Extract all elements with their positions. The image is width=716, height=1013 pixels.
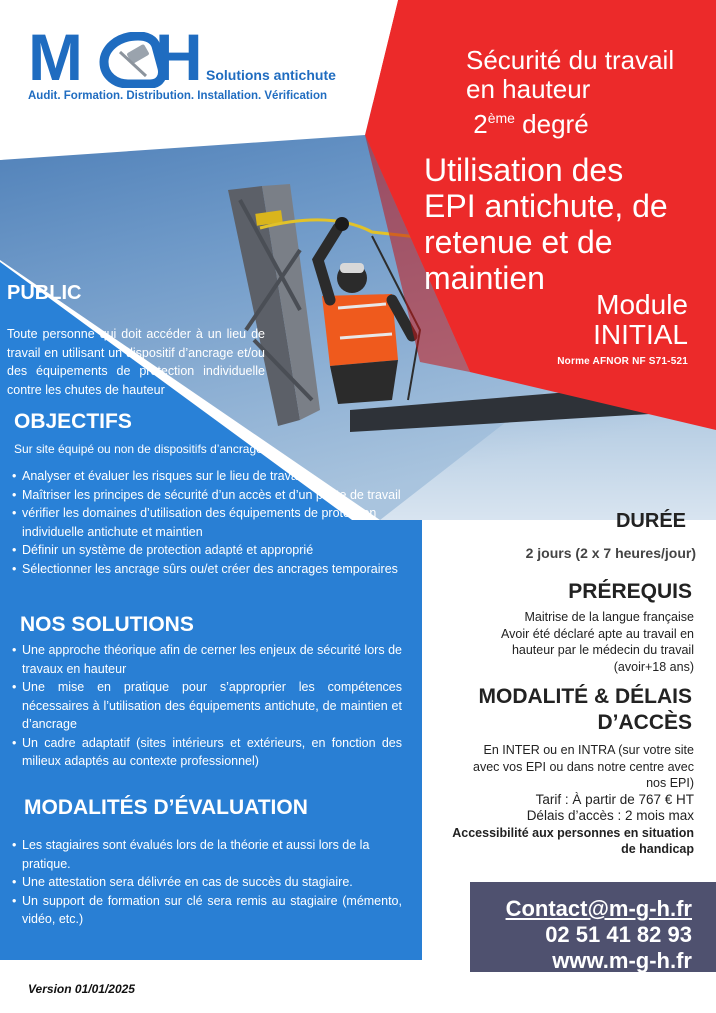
prerequis-heading: PRÉREQUIS [568, 580, 692, 603]
course-level-title: Sécurité du travail en hauteur 2ème degré [466, 45, 675, 139]
list-item: • Définir un système de protection adapté et approprié [12, 541, 416, 560]
version-label: Version 01/01/2025 [28, 982, 135, 996]
module-label: Module INITIAL [593, 289, 688, 350]
carabiner-icon [98, 32, 168, 88]
logo-letter-h: H [154, 20, 201, 94]
list-item: • Un cadre adaptatif (sites intérieurs et extérieurs, en fonction des milieux adaptés au contexte professionnel) [12, 734, 402, 771]
objectifs-heading: OBJECTIFS [14, 410, 132, 433]
duree-heading: DURÉE [615, 510, 686, 532]
accessibility-note: Accessibilité aux personnes en situation de handicap [452, 825, 694, 856]
contact-phone[interactable]: 02 51 41 82 93 [545, 922, 692, 947]
solutions-list [12, 641, 402, 771]
contact-email-link[interactable]: Contact@m-g-h.fr [505, 896, 692, 921]
modalites-heading: MODALITÉ & DÉLAIS D’ACCÈS [478, 685, 692, 734]
delais-acces: Délais d’accès : 2 mois max [526, 808, 694, 823]
objectifs-intro: Sur site équipé ou non de dispositifs d’ancrage : [14, 442, 270, 456]
list-item: • Analyser et évaluer les risques sur le lieu de travail [12, 467, 416, 486]
public-heading: PUBLIC [7, 282, 82, 304]
objectifs-list [12, 467, 416, 578]
list-item: • vérifier les domaines d’utilisation des équipements de protection individuelle antichute et maintien [12, 504, 416, 541]
logo-tagline: Audit. Formation. Distribution. Installation. Vérification [28, 90, 328, 102]
evaluation-list [12, 836, 402, 929]
list-item: • Les stagiaires sont évalués lors de la théorie et aussi lors de la pratique. [12, 836, 402, 873]
list-item: • Un support de formation sur clé sera remis au stagiaire (mémento, vidéo, etc.) [12, 892, 402, 929]
duree-value: 2 jours (2 x 7 heures/jour) [525, 545, 696, 561]
list-item: • Une mise en pratique pour s’approprier les compétences nécessaires à l’utilisation des équipements antichute, de maintien et d’ancrage [12, 678, 402, 734]
course-main-title: Utilisation des EPI antichute, de retenue et de maintien [424, 152, 668, 296]
list-item: • Maîtriser les principes de sécurité d’un accès et d’un poste de travail [12, 486, 416, 505]
public-text: Toute personne qui doit accéder à un lieu de travail en utilisant un dispositif d’ancrage et/ou des équipements de protection individuelle contre les chutes de hauteur [7, 327, 265, 397]
modalites-text: En INTER ou en INTRA (sur votre site avec vos EPI ou dans notre centre avec nos EPI) Tarif : À partir de 767 € HT Délais d’accès : 2 mois max Accessibilité aux personnes en situation de handicap [452, 743, 694, 856]
solutions-heading: NOS SOLUTIONS [20, 613, 194, 636]
list-item: • Une attestation sera délivrée en cas de succès du stagiaire. [12, 873, 402, 892]
prerequis-text: Maitrise de la langue française Avoir été déclaré apte au travail en hauteur par le médecin du travail (avoir+18 ans) [501, 610, 694, 674]
logo-subtitle: Solutions antichute [206, 67, 336, 83]
list-item: • Une approche théorique afin de cerner les enjeux de sécurité lors de travaux en hauteur [12, 641, 402, 678]
list-item: • Sélectionner les ancrage sûrs ou/et créer des ancrages temporaires [12, 560, 416, 579]
contact-website-link[interactable]: www.m-g-h.fr [552, 948, 692, 973]
norm-reference: Norme AFNOR NF S71-521 [557, 356, 688, 367]
evaluation-heading: MODALITÉS D’ÉVALUATION [24, 796, 308, 819]
tarif: Tarif : À partir de 767 € HT [535, 791, 694, 807]
logo-letter-m: M [28, 20, 81, 94]
